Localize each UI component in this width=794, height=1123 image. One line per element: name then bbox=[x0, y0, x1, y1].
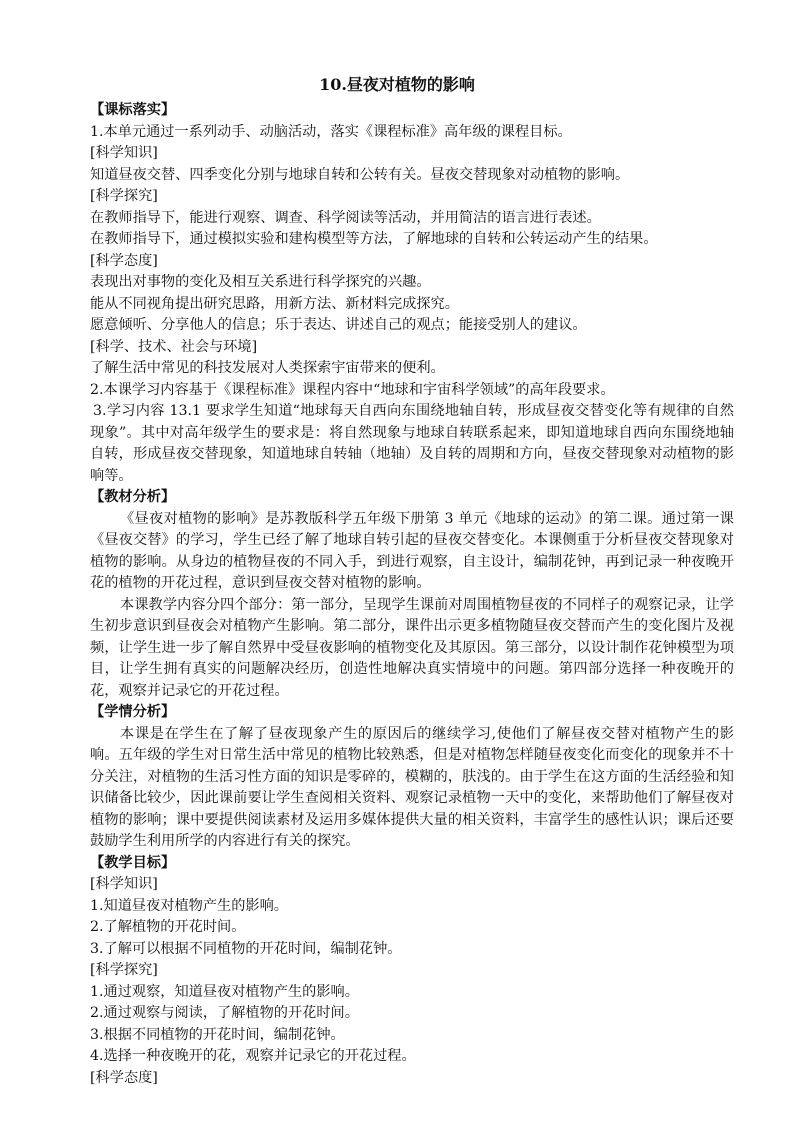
section-heading-learner: 【学情分析】 bbox=[90, 704, 176, 720]
paragraph: 在教师指导下，能进行观察、调查、科学阅读等活动，并用简洁的语言进行表述。 bbox=[90, 209, 601, 226]
subheading: [科学态度] bbox=[90, 252, 158, 269]
paragraph: 愿意倾听、分享他人的信息；乐于表达、讲述自己的观点；能接受别人的建议。 bbox=[90, 317, 587, 333]
subheading: [科学、技术、社会与环境] bbox=[90, 338, 258, 355]
document-body bbox=[90, 100, 734, 1089]
paragraph-text: 3.学习内容 13.1 要求学生知道“地球每天自西向东围绕地轴自转，形成昼夜交替变化等有规律的自然现象”。其中对高年级学生的要求是：将自然现象与地球自转联系起来，即知道地球自西向东围绕地轴自转，形成昼夜交替现象，知道地球自转轴（地轴）及自转的周期和方向，昼夜交替现象对动植物的影响等。 bbox=[90, 403, 734, 484]
paragraph: 了解生活中常见的科技发展对人类探索宇宙带来的便利。 bbox=[90, 360, 445, 376]
paragraph: 2.本课学习内容基于《课程标准》课程内容中“地球和宇宙科学领域”的高年段要求。 bbox=[90, 381, 615, 398]
paragraph: 本课教学内容分四个部分：第一部分，呈现学生课前对周围植物昼夜的不同样子的观察记录，让学生初步意识到昼夜会对植物产生影响。第二部分，课件出示更多植物随昼夜交替而产生的变化图片及视频，让学生进一步了解自然界中受昼夜影响的植物变化及其原因。第三部分，以设计制作花钟模型为项目，让学生拥有真实的问题解决经历，创造性地解决真实情境中的问题。第四部分选择一种夜晚开的花，观察并记录它的开花过程。 bbox=[90, 596, 734, 699]
list-item: 2.了解植物的开花时间。 bbox=[90, 919, 246, 935]
subheading: [科学态度] bbox=[90, 1069, 158, 1086]
section-heading-objectives: 【教学目标】 bbox=[90, 854, 176, 871]
list-item: 2.通过观察与阅读，了解植物的开花时间。 bbox=[90, 1005, 359, 1021]
paragraph: 在教师指导下，通过模拟实验和建构模型等方法，了解地球的自转和公转运动产生的结果。 bbox=[90, 231, 658, 247]
section-heading-curriculum: 【课标落实】 bbox=[90, 102, 176, 118]
list-item: 3.了解可以根据不同植物的开花时间，编制花钟。 bbox=[90, 940, 402, 957]
paragraph: 表现出对事物的变化及相互关系进行科学探究的兴趣。 bbox=[90, 274, 431, 290]
subheading: [科学知识] bbox=[90, 145, 158, 161]
list-item: 4.选择一种夜晚开的花，观察并记录它的开花过程。 bbox=[90, 1048, 416, 1064]
paragraph: 知道昼夜交替、四季变化分别与地球自转和公转有关。昼夜交替现象对动植物的影响。 bbox=[90, 166, 630, 183]
paragraph: 能从不同视角提出研究思路，用新方法、新材料完成探究。 bbox=[90, 295, 459, 312]
list-item: 1.知道昼夜对植物产生的影响。 bbox=[90, 897, 288, 914]
list-item: 1.通过观察，知道昼夜对植物产生的影响。 bbox=[90, 983, 359, 1000]
paragraph bbox=[90, 401, 734, 487]
subheading: [科学探究] bbox=[90, 962, 158, 978]
paragraph: 本课是在学生在了解了昼夜现象产生的原因后的继续学习,使他们了解昼夜交替对植物产生的影响。五年级的学生对日常生活中常见的植物比较熟悉，但是对植物怎样随昼夜变化而变化的现象并不十分关注，对植物的生活习性方面的知识是零碎的，模糊的，肤浅的。由于学生在这方面的生活经验和知识储备比较少，因此课前要让学生查阅相关资料、观察记录植物一天中的变化，来帮助他们了解昼夜对植物的影响；课中要提供阅读素材及运用多媒体提供大量的相关资料，丰富学生的感性认识；课后还要鼓励学生利用所学的内容进行有关的探究。 bbox=[90, 725, 734, 849]
paragraph: 1.本单元通过一系列动手、动脑活动，落实《课程标准》高年级的课程目标。 bbox=[90, 123, 572, 140]
list-item: 3.根据不同植物的开花时间，编制花钟。 bbox=[90, 1026, 345, 1043]
paragraph: 《昼夜对植物的影响》是苏教版科学五年级下册第 3 单元《地球的运动》的第二课。通过第一课《昼夜交替》的学习，学生已经了解了地球自转引起的昼夜交替变化。本课侧重于分析昼夜交替现象对植物的影响。从身边的植物昼夜的不同入手，到进行观察，自主设计，编制花钟，再到记录一种夜晚开花的植物的开花过程，意识到昼夜交替对植物的影响。 bbox=[90, 510, 734, 591]
page-title: 10.昼夜对植物的影响 bbox=[319, 75, 475, 94]
subheading: [科学探究] bbox=[90, 188, 158, 204]
subheading: [科学知识] bbox=[90, 876, 158, 892]
section-heading-textbook: 【教材分析】 bbox=[90, 489, 176, 505]
